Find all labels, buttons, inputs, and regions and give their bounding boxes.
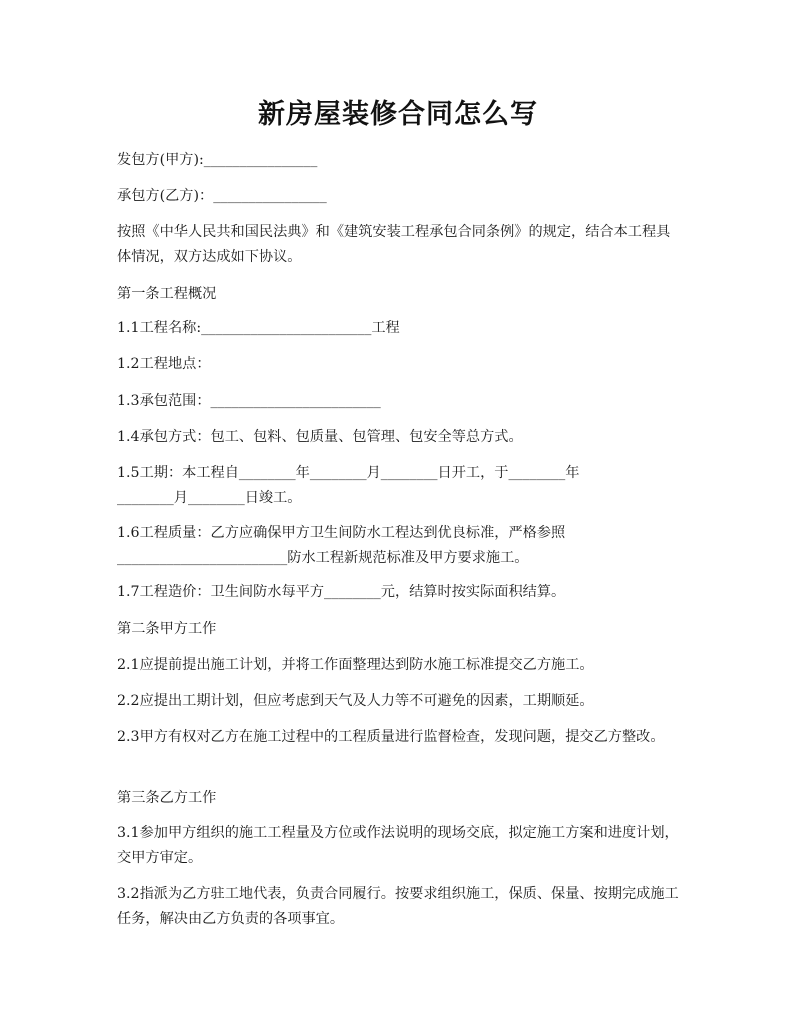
clause-1-6: 1.6工程质量：乙方应确保甲方卫生间防水工程达到优良标准，严格参照 ________________________防水工程新规范标准及甲方要求施工。 <box>117 525 566 566</box>
section-3-heading: 第三条乙方工作 <box>117 790 217 806</box>
section-2-heading: 第二条甲方工作 <box>117 621 217 637</box>
clause-1-2: 1.2工程地点： <box>117 356 211 372</box>
clause-3-2: 3.2指派为乙方驻工地代表，负责合同履行。按要求组织施工，保质、保量、按期完成施工任务，解决由乙方负责的各项事宜。 <box>117 886 679 927</box>
clause-1-7: 1.7工程造价：卫生间防水每平方________元，结算时按实际面积结算。 <box>117 584 566 600</box>
party-a-line: 发包方(甲方):________________ <box>117 152 318 168</box>
clause-2-2: 2.2应提出工期计划，但应考虑到天气及人力等不可避免的因素，工期顺延。 <box>117 693 594 709</box>
section-1-heading: 第一条工程概况 <box>117 286 217 302</box>
clause-2-3: 2.3甲方有权对乙方在施工过程中的工程质量进行监督检查，发现问题，提交乙方整改。 <box>117 729 665 745</box>
clause-1-3: 1.3承包范围：________________________ <box>117 393 381 409</box>
document-title: 新房屋装修合同怎么写 <box>258 99 538 130</box>
clause-3-1: 3.1参加甲方组织的施工工程量及方位或作法说明的现场交底，拟定施工方案和进度计划，交甲方审定。 <box>117 825 679 866</box>
clause-1-5: 1.5工期：本工程自________年________月________日开工，于________年 ________月________日竣工。 <box>117 465 580 506</box>
preamble-paragraph: 按照《中华人民共和国民法典》和《建筑安装工程承包合同条例》的规定，结合本工程具体情况，双方达成如下协议。 <box>117 224 671 265</box>
clause-2-1: 2.1应提前提出施工计划，并将工作面整理达到防水施工标准提交乙方施工。 <box>117 657 594 673</box>
clause-1-1: 1.1工程名称:________________________工程 <box>117 320 400 336</box>
clause-1-4: 1.4承包方式：包工、包料、包质量、包管理、包安全等总方式。 <box>117 429 523 445</box>
party-b-line: 承包方(乙方)：________________ <box>117 188 327 204</box>
